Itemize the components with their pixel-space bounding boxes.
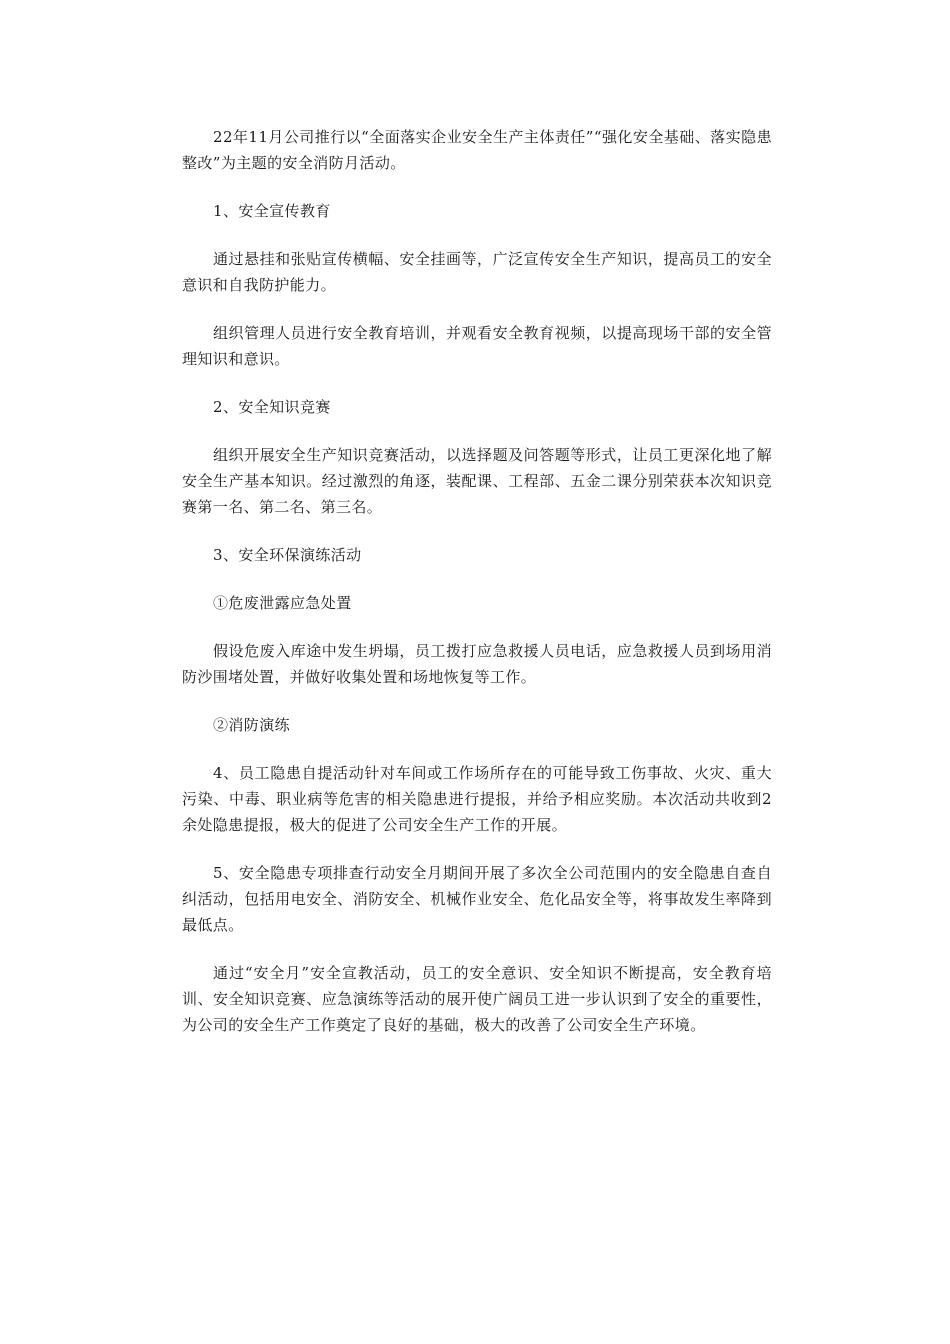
section-1-paragraph-1: 通过悬挂和张贴宣传横幅、安全挂画等，广泛宣传安全生产知识，提高员工的安全意识和自我防护能力。 bbox=[182, 250, 772, 294]
section-2-heading: 2、安全知识竞赛 bbox=[213, 398, 331, 416]
intro-paragraph: 22年11月公司推行以“全面落实企业安全生产主体责任”“强化安全基础、落实隐患整改”为主题的安全消防月活动。 bbox=[182, 128, 772, 172]
document-body bbox=[182, 124, 772, 1060]
subsection-1-heading: ①危废泄露应急处置 bbox=[213, 594, 352, 612]
section-2-paragraph: 组织开展安全生产知识竞赛活动，以选择题及问答题等形式，让员工更深化地了解安全生产基本知识。经过激烈的角逐，装配课、工程部、五金二课分别荣获本次知识竞赛第一名、第二名、第三名。 bbox=[182, 446, 772, 516]
section-1-paragraph-2: 组织管理人员进行安全教育培训，并观看安全教育视频，以提高现场干部的安全管理知识和意识。 bbox=[182, 324, 772, 368]
subsection-1-paragraph: 假设危废入库途中发生坍塌，员工拨打应急救援人员电话，应急救援人员到场用消防沙围堵处置，并做好收集处置和场地恢复等工作。 bbox=[182, 642, 772, 686]
conclusion-paragraph: 通过“安全月”安全宣教活动，员工的安全意识、安全知识不断提高，安全教育培训、安全知识竞赛、应急演练等活动的展开使广阔员工进一步认识到了安全的重要性，为公司的安全生产工作奠定了良好的基础，极大的改善了公司安全生产环境。 bbox=[182, 964, 772, 1034]
section-1-heading: 1、安全宣传教育 bbox=[213, 202, 331, 220]
section-4-paragraph: 4、员工隐患自提活动针对车间或工作场所存在的可能导致工伤事故、火灾、重大污染、中毒、职业病等危害的相关隐患进行提报，并给予相应奖励。本次活动共收到2余处隐患提报，极大的促进了公司安全生产工作的开展。 bbox=[182, 764, 772, 834]
subsection-2-heading: ②消防演练 bbox=[213, 716, 291, 734]
section-3-heading: 3、安全环保演练活动 bbox=[213, 546, 362, 564]
section-5-paragraph: 5、安全隐患专项排查行动安全月期间开展了多次全公司范围内的安全隐患自查自纠活动，包括用电安全、消防安全、机械作业安全、危化品安全等，将事故发生率降到最低点。 bbox=[182, 864, 772, 934]
